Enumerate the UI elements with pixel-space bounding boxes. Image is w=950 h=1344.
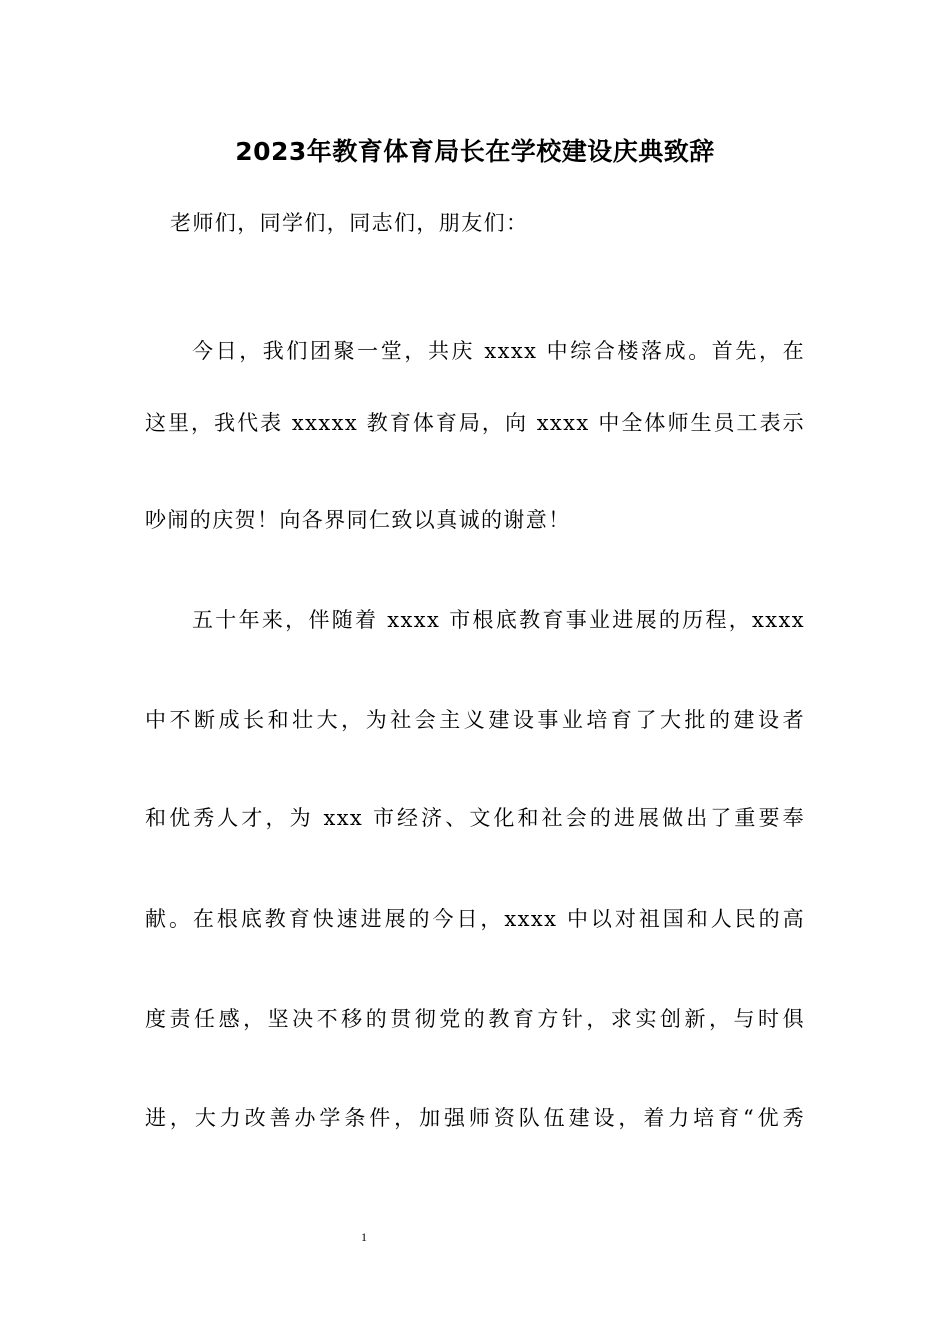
body-line: 度责任感，坚决不移的贯彻党的教育方针，求实创新，与时俱: [145, 1007, 805, 1031]
body-line: 五十年来，伴随着 xxxx 市根底教育事业进展的历程，xxxx: [192, 608, 805, 632]
document-title: 2023年教育体育局长在学校建设庆典致辞: [235, 137, 715, 166]
salutation: 老师们，同学们，同志们，朋友们：: [170, 211, 529, 235]
body-line: 进，大力改善办学条件，加强师资队伍建设，着力培育“优秀: [145, 1106, 805, 1130]
body-line: 今日，我们团聚一堂，共庆 xxxx 中综合楼落成。首先，在: [192, 339, 805, 363]
body-line: 和优秀人才，为 xxx 市经济、文化和社会的进展做出了重要奉: [145, 806, 805, 830]
body-line: 这里，我代表 xxxxx 教育体育局，向 xxxx 中全体师生员工表示: [145, 411, 805, 435]
body-line: 献。在根底教育快速进展的今日，xxxx 中以对祖国和人民的高: [145, 907, 805, 931]
page-number: 1: [361, 1230, 367, 1244]
body-line: 中不断成长和壮大，为社会主义建设事业培育了大批的建设者: [145, 708, 805, 732]
body-line: 吵闹的庆贺！向各界同仁致以真诚的谢意！: [145, 508, 571, 532]
